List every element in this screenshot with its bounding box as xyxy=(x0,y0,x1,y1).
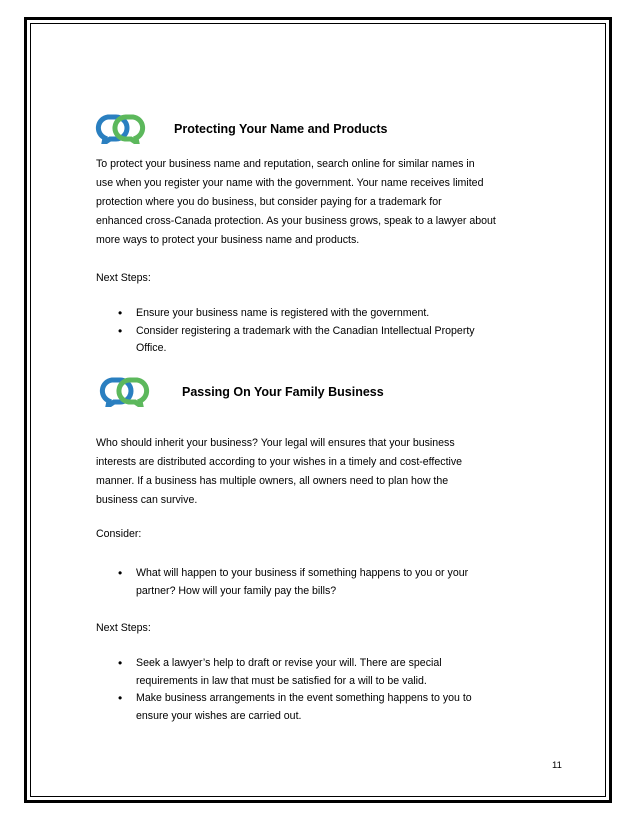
section-heading-protecting xyxy=(94,114,387,144)
speech-bubbles-logo-icon xyxy=(98,377,152,407)
speech-bubbles-logo-icon xyxy=(94,114,148,144)
paragraph-line: protection where you do business, but consider paying for a trademark for xyxy=(96,196,442,208)
list-item: • What will happen to your business if something happens to you or your partner? How will your family pay the bills? xyxy=(96,565,516,600)
next-steps-list xyxy=(96,655,516,725)
list-item: • Seek a lawyer’s help to draft or revise your will. There are special requirements in law that must be satisfied for a will to be valid. xyxy=(96,655,516,690)
section-heading-passing xyxy=(98,377,384,407)
page-number: 11 xyxy=(552,760,562,771)
next-steps-label: Next Steps: xyxy=(96,622,151,634)
consider-label: Consider: xyxy=(96,528,142,540)
list-item: • Ensure your business name is registered with the government. xyxy=(96,305,516,323)
paragraph-line: more ways to protect your business name and products. xyxy=(96,234,360,246)
consider-list xyxy=(96,565,516,600)
list-item: • Make business arrangements in the event something happens to you to ensure your wishes are carried out. xyxy=(96,690,516,725)
paragraph-line: business can survive. xyxy=(96,494,198,506)
next-steps-list xyxy=(96,305,516,358)
section-paragraph xyxy=(96,434,536,510)
section-paragraph xyxy=(96,155,536,250)
paragraph-line: manner. If a business has multiple owners, all owners need to plan how the xyxy=(96,475,449,487)
section-title: Passing On Your Family Business xyxy=(182,385,384,399)
paragraph-line: Who should inherit your business? Your legal will ensures that your business xyxy=(96,437,455,449)
section-title: Protecting Your Name and Products xyxy=(174,122,388,136)
paragraph-line: To protect your business name and reputation, search online for similar names in xyxy=(96,158,475,170)
next-steps-label: Next Steps: xyxy=(96,272,151,284)
paragraph-line: enhanced cross-Canada protection. As your business grows, speak to a lawyer about xyxy=(96,215,496,227)
paragraph-line: use when you register your name with the government. Your name receives limited xyxy=(96,177,484,189)
paragraph-line: interests are distributed according to your wishes in a timely and cost-effective xyxy=(96,456,463,468)
list-item: • Consider registering a trademark with the Canadian Intellectual Property Office. xyxy=(96,323,516,358)
